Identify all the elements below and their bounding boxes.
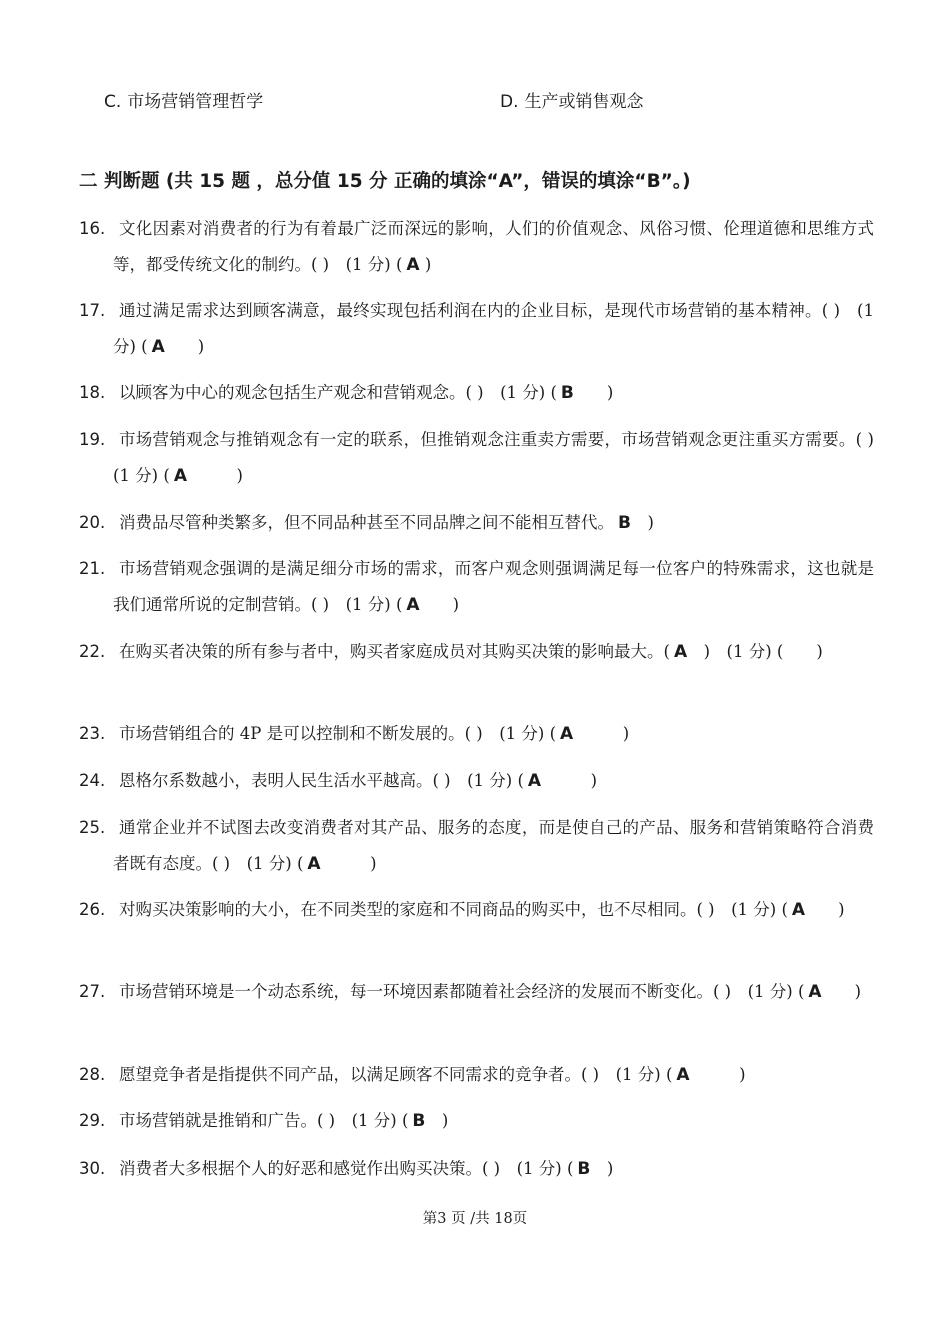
answer-tail: ) [186, 466, 243, 485]
question-number: 27. [79, 982, 106, 1001]
answer-mark: A [173, 466, 187, 486]
answer-mark: A [307, 854, 321, 874]
question-text: 通常企业并不试图去改变消费者对其产品、服务的态度，而是使自己的产品、服务和营销策略符合消费者既有态度。( ) (1 分) ( [113, 818, 874, 873]
answer-mark: A [560, 724, 574, 744]
question-text: 消费品尽管种类繁多，但不同品种甚至不同品牌之间不能相互替代。 [119, 513, 614, 532]
question-text: 市场营销观念强调的是满足细分市场的需求，而客户观念则强调满足每一位客户的特殊需求，这也就是我们通常所说的定制营销。( ) (1 分) ( [113, 559, 874, 614]
question-text: 市场营销环境是一个动态系统，每一环境因素都随着社会经济的发展而不断变化。( ) (1 分) ( [119, 982, 805, 1001]
question-text: 以顾客为中心的观念包括生产观念和营销观念。( ) (1 分) ( [119, 383, 557, 402]
question-29 [79, 1103, 874, 1139]
answer-mark: B [560, 383, 574, 403]
question-number: 21. [79, 559, 106, 578]
question-number: 23. [79, 724, 106, 743]
answer-mark: B [577, 1159, 591, 1179]
question-number: 17. [79, 301, 106, 320]
question-27 [79, 974, 874, 1010]
question-number: 26. [79, 900, 106, 919]
answer-mark: A [406, 595, 420, 615]
option-d-text: 生产或销售观念 [524, 92, 644, 112]
option-c-text: 市场营销管理哲学 [127, 92, 264, 112]
answer-mark: A [406, 255, 420, 275]
question-number: 19. [79, 430, 106, 449]
option-d-letter: D. [500, 92, 519, 112]
question-text: 文化因素对消费者的行为有着最广泛而深远的影响，人们的价值观念、风俗习惯、伦理道德和思维方式等，都受传统文化的制约。( ) (1 分) ( [113, 219, 874, 274]
answer-tail: ) [419, 595, 460, 614]
question-text: 市场营销观念与推销观念有一定的联系，但推销观念注重卖方需要，市场营销观念更注重买方需要。( ) (1 分) ( [113, 430, 891, 485]
question-number: 30. [79, 1159, 106, 1178]
question-text: 愿望竞争者是指提供不同产品，以满足顾客不同需求的竞争者。( ) (1 分) ( [119, 1065, 673, 1084]
question-number: 18. [79, 383, 106, 402]
answer-tail: ) [164, 337, 205, 356]
answer-tail: ) [419, 255, 432, 274]
page-footer: 第3 页 /共 18页 [422, 1211, 528, 1227]
question-number: 28. [79, 1065, 106, 1084]
option-c-letter: C. [104, 92, 122, 112]
option-c [104, 90, 263, 114]
question-16 [79, 211, 874, 283]
question-text: 在购买者决策的所有参与者中，购买者家庭成员对其购买决策的影响最大。( [119, 642, 670, 661]
question-19 [79, 422, 891, 494]
question-text: 市场营销组合的 4P 是可以控制和不断发展的。( ) (1 分) ( [119, 724, 557, 743]
question-text: 恩格尔系数越小，表明人民生活水平越高。( ) (1 分) ( [119, 771, 524, 790]
question-number: 25. [79, 818, 106, 837]
question-text: 对购买决策影响的大小，在不同类型的家庭和不同商品的购买中，也不尽相同。( ) (1 分) ( [119, 900, 788, 919]
question-number: 29. [79, 1111, 106, 1130]
answer-mark: A [527, 771, 542, 791]
answer-tail: ) [541, 771, 598, 790]
answer-tail: ) [590, 1159, 614, 1178]
answer-tail: ) [573, 383, 614, 402]
answer-mark: B [412, 1111, 426, 1131]
question-26 [79, 892, 874, 928]
question-18 [79, 375, 874, 411]
question-number: 22. [79, 642, 106, 661]
answer-mark: A [673, 642, 688, 662]
answer-tail: ) [320, 854, 377, 873]
answer-tail: ) [805, 900, 845, 919]
option-d [500, 90, 644, 114]
answer-mark: A [676, 1065, 690, 1085]
question-17 [79, 293, 874, 365]
question-28 [79, 1057, 874, 1093]
answer-mark: B [618, 513, 631, 533]
answer-tail: ) [573, 724, 630, 743]
answer-mark: A [791, 900, 806, 920]
question-20 [79, 505, 874, 541]
answer-mark: A [808, 982, 822, 1002]
question-number: 24. [79, 771, 106, 790]
question-24 [79, 763, 874, 799]
question-22 [79, 634, 874, 670]
question-21 [79, 551, 874, 623]
question-text: 市场营销就是推销和广告。( ) (1 分) ( [119, 1111, 409, 1130]
question-30 [79, 1151, 874, 1187]
question-number: 20. [79, 513, 106, 532]
question-text: 消费者大多根据个人的好恶和感觉作出购买决策。( ) (1 分) ( [119, 1159, 574, 1178]
answer-tail: ) [821, 982, 862, 1001]
question-25 [79, 810, 874, 882]
answer-tail: ) [630, 513, 654, 532]
question-number: 16. [79, 219, 106, 238]
answer-mark: A [151, 337, 165, 357]
question-23 [79, 716, 874, 752]
section-title: 二 判断题 (共 15 题 ，总分值 15 分 正确的填涂“A”，错误的填涂“B”。) [79, 171, 691, 192]
answer-tail: ) [425, 1111, 449, 1130]
question-text: 通过满足需求达到顾客满意，最终实现包括利润在内的企业目标，是现代市场营销的基本精神。( ) (1 分) ( [113, 301, 874, 356]
answer-tail: ) [689, 1065, 746, 1084]
answer-tail: ) (1 分) ( ) [687, 642, 823, 661]
